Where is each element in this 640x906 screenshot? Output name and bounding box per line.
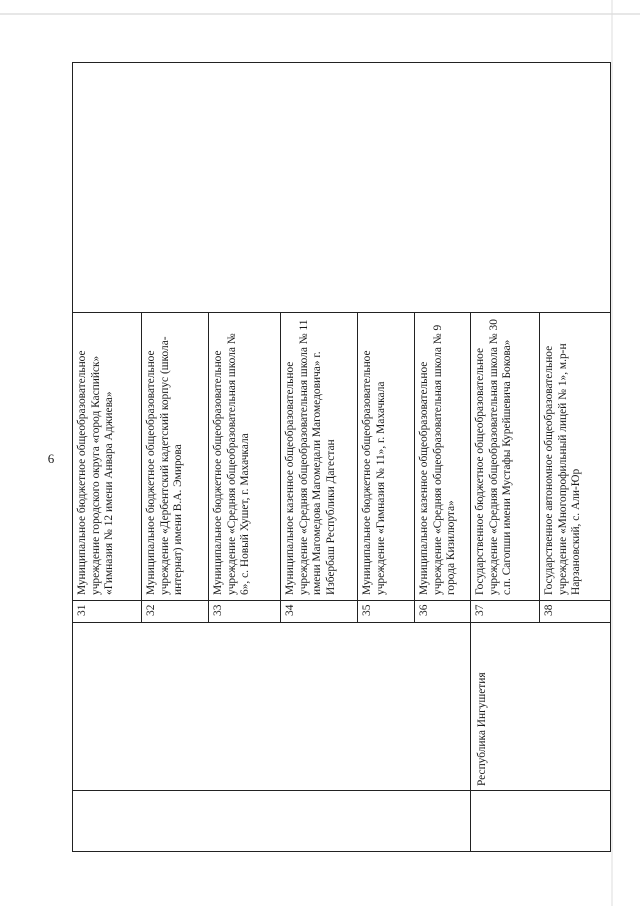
- school-name: Государственное бюджетное общеобразовательное учреждение «Средняя общеобразовательная школа № 30 с.п. Сагопши имени Мустафы Курейшевича Бокова»: [471, 313, 540, 601]
- school-name: Муниципальное казенное общеобразовательное учреждение «Средняя общеобразовательная школа № 9 города Кизилюрта»: [415, 313, 471, 601]
- school-name: Муниципальное бюджетное общеобразовательное учреждение городского округа «город Каспийск» «Гимназия № 12 имени Анвара Аджиева»: [73, 313, 142, 601]
- row-number: 35: [358, 601, 415, 623]
- row-number: 33: [209, 601, 281, 623]
- schools-table: [72, 62, 611, 852]
- region-cell: Республика Ингушетия: [471, 623, 611, 791]
- school-name: Муниципальное бюджетное общеобразовательное учреждение «Средняя общеобразовательная школа № 6», с. Новый Хушет, г. Махачкала: [209, 313, 281, 601]
- row-number: 38: [540, 601, 611, 623]
- table-cell-blank: [471, 791, 611, 852]
- region-cell: [73, 623, 471, 791]
- row-number: 31: [73, 601, 142, 623]
- school-name: Государственное автономное общеобразовательное учреждение «Многопрофильный лицей № 1», м.р-н Нарзановский, с. Али-Юр: [540, 313, 611, 601]
- row-number: 36: [415, 601, 471, 623]
- school-name: Муниципальное бюджетное общеобразовательное учреждение «Дербентский кадетский корпус (школа-интернат) имени В.А. Эмирова: [142, 313, 209, 601]
- row-number: 37: [471, 601, 540, 623]
- row-number: 32: [142, 601, 209, 623]
- table-cell-blank: [73, 791, 471, 852]
- table-cell-blank: [73, 63, 611, 313]
- rotated-table-wrapper: [72, 63, 611, 852]
- school-name: Муниципальное бюджетное общеобразовательное учреждение «Гимназия № 11», г. Махачкала: [358, 313, 415, 601]
- school-name: Муниципальное казенное общеобразовательное учреждение «Средняя общеобразовательная школа № 11 имени Магомедова Магомедали Магомедовича» г. Избербаш Республики Дагестан: [281, 313, 358, 601]
- row-number: 34: [281, 601, 358, 623]
- table-row: [73, 63, 142, 852]
- page-number: 6: [47, 451, 55, 466]
